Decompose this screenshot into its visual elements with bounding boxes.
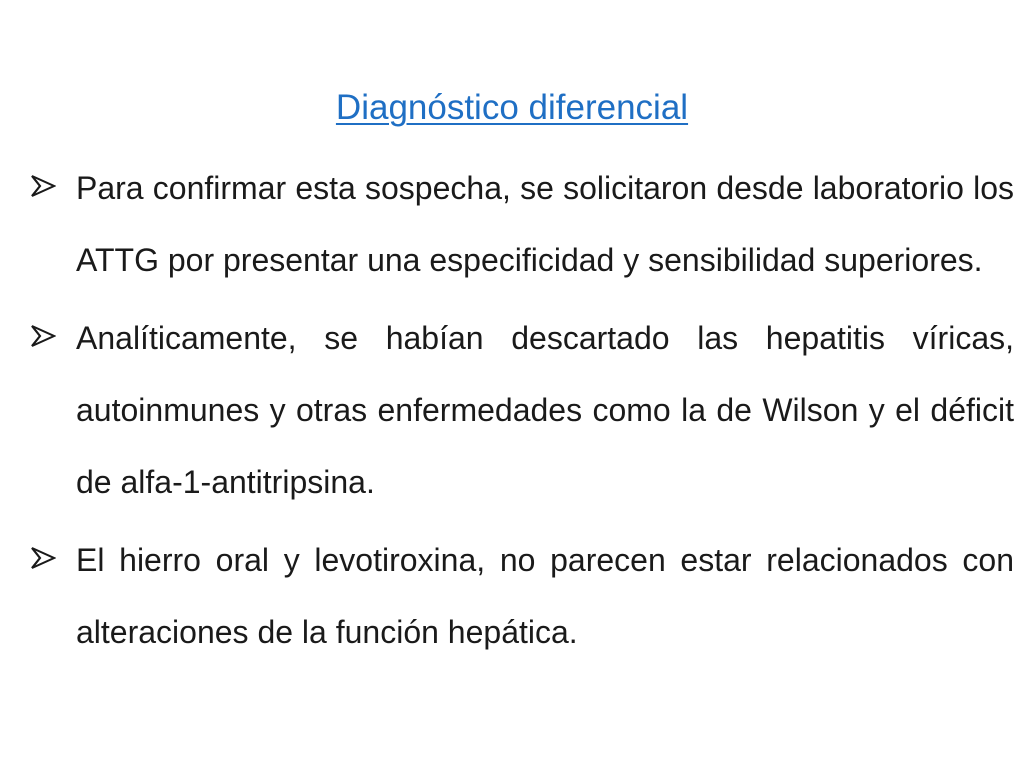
bullet-text: Analíticamente, se habían descartado las hepatitis víricas, autoinmunes y otras enfermedades como la de Wilson y el déficit de alfa-1-antitripsina. — [76, 320, 1014, 500]
bullet-item — [30, 152, 1014, 296]
arrow-bullet-icon — [30, 324, 56, 348]
bullet-list — [30, 152, 1014, 668]
slide-title: Diagnóstico diferencial — [335, 88, 689, 127]
bullet-text: El hierro oral y levotiroxina, no parecen estar relacionados con alteraciones de la función hepática. — [76, 542, 1014, 650]
bullet-item — [30, 524, 1014, 668]
bullet-text: Para confirmar esta sospecha, se solicitaron desde laboratorio los ATTG por presentar una especificidad y sensibilidad superiores. — [76, 170, 1014, 278]
bullet-item — [30, 302, 1014, 518]
arrow-bullet-icon — [30, 546, 56, 570]
arrow-bullet-icon — [30, 174, 56, 198]
